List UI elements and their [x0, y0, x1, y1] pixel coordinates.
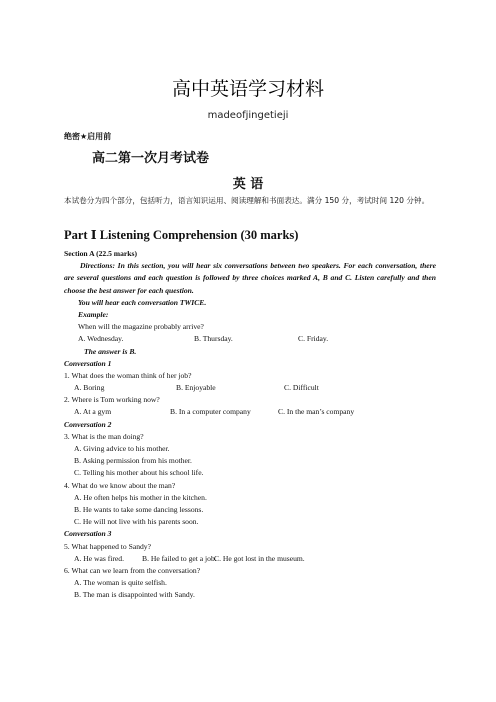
question-3: 3. What is the man doing?: [64, 431, 144, 441]
question-1-options: [64, 382, 436, 394]
q1-option-c: C. Difficult: [284, 383, 319, 393]
conversation-3-label: Conversation 3: [64, 529, 112, 539]
question-6: 6. What can we learn from the conversation?: [64, 565, 201, 575]
example-question: When will the magazine probably arrive?: [78, 322, 204, 332]
part-one-heading: Part Ⅰ Listening Comprehension (30 marks): [64, 228, 299, 242]
example-options: [64, 333, 436, 345]
directions-text: Directions: In this section, you will hear six conversations between two speakers. For each conversation, there are several questions and each question is followed by three choices marked A, B and C. Listen carefully and then choose the best answer for each question.: [64, 261, 436, 295]
q5-option-c: C. He got lost in the museum.: [214, 553, 305, 563]
question-1: 1. What does the woman think of her job?: [64, 370, 192, 380]
q3-option-c: C. Telling his mother about his school life.: [74, 468, 204, 478]
question-4: 4. What do we know about the man?: [64, 480, 176, 490]
exam-title: 高二第一次月考试卷: [92, 151, 210, 166]
question-2-options: [64, 406, 436, 418]
q4-option-b: B. He wants to take some dancing lessons.: [74, 504, 204, 514]
q6-option-b: B. The man is disappointed with Sandy.: [74, 590, 195, 600]
q5-option-b: B. He failed to get a job.: [142, 553, 217, 563]
q2-option-c: C. In the man’s company: [278, 407, 355, 417]
q5-option-a: A. He was fired.: [74, 553, 124, 563]
q6-option-a: A. The woman is quite selfish.: [74, 578, 167, 588]
confidential-label: 绝密★启用前: [64, 132, 112, 141]
example-option-b: B. Thursday.: [194, 334, 233, 344]
twice-instruction: You will hear each conversation TWICE.: [78, 297, 207, 307]
listening-section: [64, 248, 436, 601]
section-a-heading: Section A (22.5 marks): [64, 249, 137, 258]
document-title: 高中英语学习材料: [171, 78, 324, 100]
example-option-c: C. Friday.: [298, 334, 329, 344]
exam-notice: 本试卷分为四个部分，包括听力，语言知识运用、阅读理解和书面表达。满分 150 分，考试时间 120 分钟。: [64, 196, 430, 205]
q3-option-a: A. Giving advice to his mother.: [74, 444, 170, 454]
question-2: 2. Where is Tom working now?: [64, 395, 160, 405]
conversation-2-label: Conversation 2: [64, 419, 112, 429]
question-5-options: [64, 553, 436, 565]
q4-option-a: A. He often helps his mother in the kitchen.: [74, 492, 207, 502]
conversation-1-label: Conversation 1: [64, 358, 112, 368]
example-label: Example:: [78, 309, 109, 319]
document-subtitle: madeofjingetieji: [207, 110, 289, 121]
q2-option-a: A. At a gym: [74, 407, 112, 417]
q4-option-c: C. He will not live with his parents soon.: [74, 517, 199, 527]
subject-title: 英 语: [232, 177, 264, 192]
q1-option-a: A. Boring: [74, 383, 105, 393]
q1-option-b: B. Enjoyable: [176, 383, 216, 393]
q2-option-b: B. In a computer company: [170, 407, 251, 417]
example-option-a: A. Wednesday.: [78, 334, 124, 344]
q3-option-b: B. Asking permission from his mother.: [74, 456, 192, 466]
question-5: 5. What happened to Sandy?: [64, 541, 151, 551]
example-answer: The answer is B.: [84, 346, 137, 356]
